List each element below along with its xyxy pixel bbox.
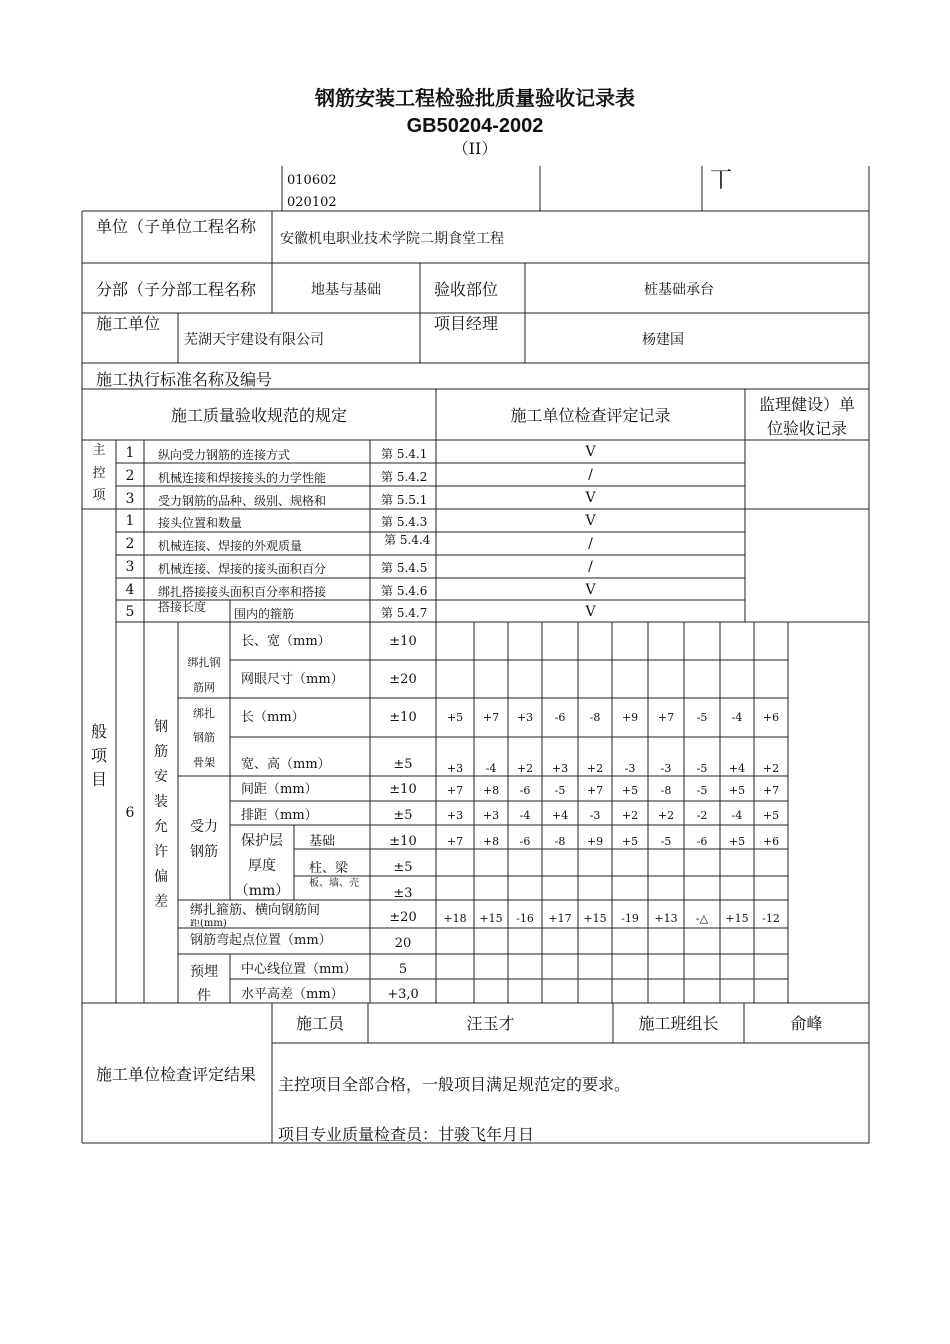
measurement-value: +9 bbox=[586, 835, 604, 848]
main-group-label: 项 bbox=[92, 488, 106, 503]
tol-item: 排距（mm） bbox=[241, 808, 318, 823]
measurement-value: -3 bbox=[589, 809, 601, 822]
measurement-value: +15 bbox=[725, 912, 749, 925]
measurement-value: +6 bbox=[762, 835, 780, 848]
measurement-value: +5 bbox=[762, 809, 780, 822]
measurement-value: -4 bbox=[731, 809, 743, 822]
general-item-name-2: 围内的箍筋 bbox=[234, 607, 295, 621]
measurement-value: +3 bbox=[551, 762, 569, 775]
tol-value: ±5 bbox=[393, 757, 413, 772]
general-item-clause: 第 5.4.3 bbox=[381, 515, 428, 529]
general-item-mark: V bbox=[585, 513, 596, 529]
general-item-name: 搭接长度 bbox=[158, 600, 207, 614]
part-value: 桩基础承台 bbox=[644, 281, 714, 297]
measurement-value: +2 bbox=[762, 762, 780, 775]
unit-value: 安徽机电职业技术学院二期食堂工程 bbox=[280, 230, 504, 246]
leader-name: 俞峰 bbox=[790, 1014, 823, 1033]
measurement-value: +3 bbox=[446, 809, 464, 822]
general-item-clause: 第 5.4.7 bbox=[381, 606, 428, 620]
measurement-value: +8 bbox=[482, 835, 500, 848]
unit-label: 单位（子单位工程名称 bbox=[96, 217, 257, 236]
general-item-name: 机械连接、焊接的外观质量 bbox=[158, 539, 303, 553]
main-item-no: 3 bbox=[125, 491, 135, 507]
general-group-label: 般 bbox=[90, 722, 107, 741]
main-item-no: 1 bbox=[125, 445, 135, 461]
general-item-mark: / bbox=[588, 559, 593, 575]
general-item-name: 机械连接、焊接的接头面积百分 bbox=[158, 562, 327, 576]
main-item-no: 2 bbox=[125, 468, 135, 484]
general-item-no: 4 bbox=[125, 582, 135, 598]
page-title: 钢筋安装工程检验批质量验收记录表 bbox=[315, 88, 635, 110]
measurement-value: +2 bbox=[621, 809, 639, 822]
contractor-value: 芜湖天宇建设有限公司 bbox=[184, 331, 324, 347]
cover-label: 保护层 bbox=[241, 833, 283, 849]
cage-label: 骨架 bbox=[193, 756, 215, 769]
form-number-1: 010602 bbox=[287, 173, 337, 188]
measurement-value: -4 bbox=[485, 762, 497, 775]
spec-column-header: 施工质量验收规范的规定 bbox=[170, 406, 347, 425]
cover-label: 厚度 bbox=[248, 858, 276, 874]
subunit-label: 分部（子分部工程名称 bbox=[96, 280, 257, 299]
measurement-value: +7 bbox=[482, 711, 500, 724]
tol-item: 柱、梁 bbox=[309, 861, 349, 876]
cover-label: （mm） bbox=[234, 883, 290, 899]
measurement-value: -6 bbox=[696, 835, 708, 848]
measurement-value: +15 bbox=[479, 912, 503, 925]
inspector-line: 项目专业质量检查员：甘骏飞年月日 bbox=[278, 1125, 535, 1144]
main-item-name: 受力钢筋的品种、级别、规格和 bbox=[158, 494, 327, 508]
record-column-header: 施工单位检查评定记录 bbox=[510, 406, 671, 425]
general-item-clause: 第 5.4.4 bbox=[384, 533, 431, 547]
contractor-label: 施工单位 bbox=[96, 314, 161, 333]
measurement-value: +15 bbox=[583, 912, 607, 925]
supervisor-column-header: 监理健设）单 bbox=[758, 395, 855, 414]
tol-item: 长、宽（mm） bbox=[241, 634, 331, 649]
general-item-mark: V bbox=[585, 604, 596, 620]
measurement-value: -6 bbox=[554, 711, 566, 724]
measurement-value: +7 bbox=[657, 711, 675, 724]
leader-label: 施工班组长 bbox=[638, 1014, 719, 1033]
tolerance-group-char: 差 bbox=[154, 894, 168, 910]
measurement-value: +17 bbox=[548, 912, 572, 925]
general-item-clause: 第 5.4.6 bbox=[381, 584, 428, 598]
measurement-value: +2 bbox=[657, 809, 675, 822]
tol-value: ±10 bbox=[389, 710, 417, 725]
measurement-value: +3 bbox=[446, 762, 464, 775]
standard-label: 施工执行标准名称及编号 bbox=[96, 370, 273, 389]
tol-item: 钢筋弯起点位置（mm） bbox=[190, 933, 332, 948]
tolerance-group-char: 许 bbox=[154, 844, 168, 860]
tol-value: 20 bbox=[394, 936, 412, 951]
tol-item: 水平高差（mm） bbox=[241, 987, 344, 1002]
general-item-clause: 第 5.4.5 bbox=[381, 561, 428, 575]
embed-label: 件 bbox=[197, 988, 211, 1004]
tol-value: ±3 bbox=[393, 886, 413, 901]
tol-item: 长（mm） bbox=[241, 710, 305, 725]
tolerance-group-char: 装 bbox=[154, 794, 168, 810]
main-group-label: 主 bbox=[92, 443, 106, 458]
result-label: 施工单位检查评定结果 bbox=[96, 1065, 257, 1084]
measurement-value: -5 bbox=[660, 835, 672, 848]
conclusion-text: 主控项目全部合格，一般项目满足规范定的要求。 bbox=[278, 1075, 631, 1094]
measurement-value: +5 bbox=[728, 835, 746, 848]
corner-mark: 丅 bbox=[710, 168, 733, 193]
measurement-value: -4 bbox=[731, 711, 743, 724]
tolerance-group-char: 钢 bbox=[154, 719, 168, 735]
part-number: （II） bbox=[452, 139, 498, 158]
measurement-value: +18 bbox=[443, 912, 467, 925]
tol-item-2: 距(mm) bbox=[190, 919, 227, 928]
measurement-value: +13 bbox=[654, 912, 678, 925]
tol-item: 间距（mm） bbox=[241, 782, 318, 797]
measurement-value: -19 bbox=[621, 912, 639, 925]
measurement-value: -5 bbox=[696, 711, 708, 724]
measurement-value: +7 bbox=[586, 784, 604, 797]
tol-item: 宽、高（mm） bbox=[241, 757, 331, 772]
tolerance-group-char: 偏 bbox=[154, 869, 168, 885]
tol-item: 网眼尺寸（mm） bbox=[241, 672, 344, 687]
measurement-value: -16 bbox=[516, 912, 534, 925]
measurement-value: +3 bbox=[516, 711, 534, 724]
tolerance-group-char: 筋 bbox=[154, 744, 168, 760]
main-item-name: 纵向受力钢筋的连接方式 bbox=[158, 448, 291, 462]
measurement-value: +8 bbox=[482, 784, 500, 797]
measurement-value: -8 bbox=[589, 711, 601, 724]
tol-item: 板、墙、壳 bbox=[309, 878, 359, 889]
embed-label: 预埋 bbox=[190, 964, 218, 980]
tol-value: ±5 bbox=[393, 860, 413, 875]
measurement-value: -8 bbox=[660, 784, 672, 797]
main-item-clause: 第 5.4.2 bbox=[381, 470, 428, 484]
form-number-2: 020102 bbox=[287, 195, 337, 210]
subunit-value: 地基与基础 bbox=[311, 281, 381, 297]
measurement-value: -△ bbox=[695, 912, 709, 925]
worker-name: 汪玉才 bbox=[466, 1014, 515, 1033]
measurement-value: +7 bbox=[446, 784, 464, 797]
main-item-mark: / bbox=[588, 467, 593, 483]
tol-value: ±10 bbox=[389, 634, 417, 649]
tol-item: 中心线位置（mm） bbox=[241, 962, 357, 977]
tol-item: 绑扎箍筋、横向钢筋间 bbox=[190, 903, 321, 918]
tol-item: 基础 bbox=[309, 834, 336, 849]
measurement-value: -5 bbox=[696, 762, 708, 775]
general-item-name: 绑扎搭接接头面积百分率和搭接 bbox=[158, 585, 327, 599]
tol-value: +3,0 bbox=[387, 987, 419, 1002]
supervisor-column-header-2: 位验收记录 bbox=[766, 419, 847, 438]
measurement-value: +4 bbox=[551, 809, 569, 822]
main-item-clause: 第 5.5.1 bbox=[381, 493, 428, 507]
main-item-clause: 第 5.4.1 bbox=[381, 447, 428, 461]
general-group-label: 项 bbox=[90, 746, 107, 765]
rebar-label: 钢筋 bbox=[190, 844, 218, 860]
general-item-no: 2 bbox=[125, 536, 135, 552]
tol-value: ±5 bbox=[393, 808, 413, 823]
general-item-no: 3 bbox=[125, 559, 135, 575]
measurement-value: -3 bbox=[660, 762, 672, 775]
manager-value: 杨建国 bbox=[642, 331, 684, 347]
measurement-value: -8 bbox=[554, 835, 566, 848]
measurement-value: +2 bbox=[586, 762, 604, 775]
main-group-label: 控 bbox=[92, 466, 106, 481]
measurement-value: -5 bbox=[696, 784, 708, 797]
general-group-label: 目 bbox=[90, 770, 107, 789]
tol-value: ±10 bbox=[389, 782, 417, 797]
part-label: 验收部位 bbox=[434, 280, 499, 299]
general-item-no: 1 bbox=[125, 513, 135, 529]
tolerance-group-char: 安 bbox=[154, 769, 168, 785]
tol-value: 5 bbox=[398, 962, 408, 977]
standard-code: GB50204-2002 bbox=[406, 115, 544, 137]
measurement-value: +5 bbox=[621, 835, 639, 848]
general-item-mark: V bbox=[585, 582, 596, 598]
tol-value: ±20 bbox=[389, 672, 417, 687]
worker-label: 施工员 bbox=[295, 1014, 344, 1033]
tol-value: ±20 bbox=[389, 910, 417, 925]
measurement-value: -12 bbox=[762, 912, 780, 925]
mesh-label: 绑扎钢 bbox=[187, 656, 221, 669]
general-item-mark: / bbox=[588, 536, 593, 552]
main-item-name: 机械连接和焊接接头的力学性能 bbox=[158, 471, 327, 485]
measurement-value: -2 bbox=[696, 809, 708, 822]
mesh-label: 筋网 bbox=[193, 681, 215, 694]
measurement-value: -4 bbox=[519, 809, 531, 822]
manager-label: 项目经理 bbox=[434, 314, 499, 333]
measurement-value: +9 bbox=[621, 711, 639, 724]
general-item-name: 接头位置和数量 bbox=[158, 516, 243, 530]
measurement-value: +5 bbox=[446, 711, 464, 724]
measurement-value: +7 bbox=[446, 835, 464, 848]
measurement-value: +3 bbox=[482, 809, 500, 822]
measurement-value: +4 bbox=[728, 762, 746, 775]
main-item-mark: V bbox=[585, 490, 596, 506]
measurement-value: +5 bbox=[728, 784, 746, 797]
measurement-value: -6 bbox=[519, 835, 531, 848]
measurement-value: -5 bbox=[554, 784, 566, 797]
tolerance-no: 6 bbox=[125, 805, 135, 821]
measurement-value: +7 bbox=[762, 784, 780, 797]
measurement-value: +5 bbox=[621, 784, 639, 797]
measurement-value: -6 bbox=[519, 784, 531, 797]
general-item-no: 5 bbox=[125, 604, 135, 620]
measurement-value: -3 bbox=[624, 762, 636, 775]
rebar-label: 受力 bbox=[190, 819, 218, 835]
cage-label: 钢筋 bbox=[193, 731, 215, 744]
main-item-mark: V bbox=[585, 444, 596, 460]
tol-value: ±10 bbox=[389, 834, 417, 849]
measurement-value: +2 bbox=[516, 762, 534, 775]
cage-label: 绑扎 bbox=[193, 707, 215, 720]
measurement-value: +6 bbox=[762, 711, 780, 724]
tolerance-group-char: 允 bbox=[154, 819, 168, 835]
